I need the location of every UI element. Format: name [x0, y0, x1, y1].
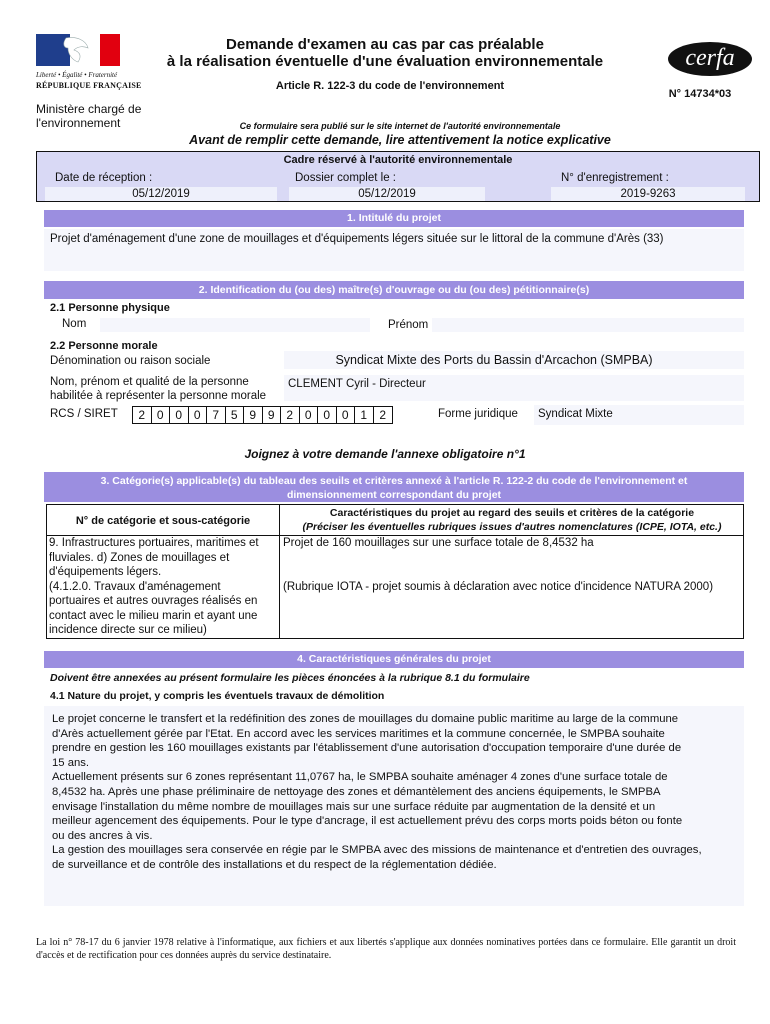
- form-title: [155, 36, 615, 70]
- representative-label-line-2: habilitée à représenter la personne morale: [50, 390, 267, 402]
- category-table: [46, 504, 744, 639]
- siret-digit: 2: [133, 407, 152, 423]
- notice-warning: Avant de remplir cette demande, lire attentivement la notice explicative: [189, 133, 611, 147]
- legal-form-label: Forme juridique: [438, 408, 518, 420]
- reserved-authority-frame: [36, 151, 760, 202]
- table-cell-category[interactable]: [49, 536, 279, 638]
- siret-digit: 7: [207, 407, 226, 423]
- table-header-characteristics: [281, 506, 743, 534]
- siret-digit: 0: [152, 407, 171, 423]
- rcs-siret-label: RCS / SIRET: [50, 408, 118, 420]
- article-reference: Article R. 122-3 du code de l'environnement: [275, 80, 505, 92]
- siret-digit: 0: [337, 407, 356, 423]
- cerfa-number: N° 14734*03: [668, 88, 732, 100]
- project-title-text: Projet d'aménagement d'une zone de mouillages et d'équipements légers située sur le littoral de la commune d'Arès (33): [50, 233, 664, 245]
- reception-date-label: Date de réception :: [55, 172, 153, 184]
- category-line: (4.1.2.0. Travaux d'aménagement: [49, 580, 221, 593]
- representative-value: CLEMENT Cyril - Directeur: [288, 378, 426, 390]
- section-4-annex-note: Doivent être annexées au présent formulaire les pièces énoncées à la rubrique 8.1 du formulaire: [50, 672, 530, 684]
- description-line: ou des ancres à vis.: [52, 829, 153, 842]
- representative-field[interactable]: [284, 375, 744, 401]
- title-line-2: à la réalisation éventuelle d'une évaluation environnementale: [166, 53, 604, 70]
- prenom-field[interactable]: [432, 318, 744, 332]
- registration-field[interactable]: 2019-9263: [551, 187, 745, 201]
- siret-digit: 9: [244, 407, 263, 423]
- registration-label: N° d'enregistrement :: [561, 172, 669, 184]
- siret-digit: 0: [300, 407, 319, 423]
- moral-person-heading: 2.2 Personne morale: [50, 340, 158, 352]
- siret-digit: 1: [355, 407, 374, 423]
- denomination-field[interactable]: [284, 351, 744, 369]
- representative-label-line-1: Nom, prénom et qualité de la personne: [50, 376, 249, 388]
- publish-note: Ce formulaire sera publié sur le site internet de l'autorité environnementale: [239, 121, 561, 131]
- republic-name: RÉPUBLIQUE FRANÇAISE: [36, 81, 142, 90]
- republique-logo: [36, 34, 152, 90]
- nature-heading: 4.1 Nature du projet, y compris les éventuels travaux de démolition: [50, 690, 385, 702]
- siret-digit: 5: [226, 407, 245, 423]
- siret-digit: 0: [170, 407, 189, 423]
- category-line: contact avec le milieu marin et ayant une: [49, 609, 258, 622]
- description-line: La gestion des mouillages sera conservée en régie par le SMPBA avec des missions de maintenance et d'entretien des ouvrages,: [52, 844, 702, 857]
- representative-label: [50, 375, 266, 403]
- complete-date-label: Dossier complet le :: [295, 172, 396, 184]
- characteristics-header-line-1: Caractéristiques du projet au regard des seuils et critères de la catégorie: [329, 507, 695, 519]
- section-4-header: 4. Caractéristiques générales du projet: [44, 651, 744, 668]
- characteristics-line-1: Projet de 160 mouillages sur une surface totale de 8,4532 ha: [283, 537, 594, 549]
- section-3-title-line-2: dimensionnement correspondant du projet: [286, 489, 502, 501]
- table-cell-characteristics[interactable]: [283, 536, 741, 636]
- title-line-1: Demande d'examen au cas par cas préalable: [226, 36, 544, 53]
- nom-field[interactable]: [100, 318, 370, 332]
- ministry-label: Ministère chargé de l'environnement: [36, 102, 142, 130]
- category-line: 9. Infrastructures portuaires, maritimes et: [49, 537, 259, 549]
- section-1-header: 1. Intitulé du projet: [44, 210, 744, 227]
- description-line: 15 ans.: [52, 756, 90, 769]
- project-description-field[interactable]: [44, 706, 744, 906]
- nom-label: Nom: [62, 318, 87, 330]
- prenom-label: Prénom: [388, 319, 429, 331]
- description-line: Actuellement présents sur 6 zones représentant 11,0767 ha, le SMPBA souhaite aménager 4 zones d'une surface totale de: [52, 771, 668, 784]
- reception-date-field[interactable]: 05/12/2019: [45, 187, 277, 201]
- annex-note: Joignez à votre demande l'annexe obligatoire n°1: [244, 447, 526, 461]
- physical-person-heading: 2.1 Personne physique: [50, 302, 170, 314]
- section-2-header: 2. Identification du (ou des) maître(s) d'ouvrage ou du (ou des) pétitionnaire(s): [44, 281, 744, 299]
- complete-date-field[interactable]: 05/12/2019: [289, 187, 485, 201]
- siret-field[interactable]: [132, 406, 393, 424]
- description-line: prendre en gestion les 160 mouillages existants par l'établissement d'une autorisation d'occupation temporaire d'une durée de: [52, 742, 682, 755]
- legal-form-field[interactable]: [534, 405, 744, 425]
- legal-form-value: Syndicat Mixte: [538, 408, 613, 420]
- siret-digit: 2: [281, 407, 300, 423]
- category-line: fluviales. d) Zones de mouillages et: [49, 551, 230, 564]
- reserved-title: Cadre réservé à l'autorité environnementale: [283, 154, 513, 166]
- siret-digit: 2: [379, 408, 387, 422]
- denomination-label: Dénomination ou raison sociale: [50, 355, 211, 367]
- marianne-flag-icon: [36, 34, 120, 66]
- project-title-field[interactable]: [44, 229, 744, 271]
- description-line: 8,4532 ha. Après une phase préliminaire de nettoyage des zones et démantèlement des anciens équipements, le SMPBA: [52, 785, 661, 798]
- table-header-category: N° de catégorie et sous-catégorie: [75, 515, 251, 527]
- category-line: incidence directe sur ce milieu): [49, 624, 207, 636]
- description-line: d'Arès actuellement gérée par l'Etat. En accord avec les services maritimes et la commune concernée, le SMPBA souhaite: [52, 727, 665, 740]
- footer-legal-note: La loi n° 78-17 du 6 janvier 1978 relative à l'informatique, aux fichiers et aux libertés s'applique aux données nominatives portées dans ce formulaire. Elle garantit un droit d'accès et de rectification pour ces données auprès du service destinataire.: [36, 937, 736, 961]
- siret-digit: 9: [263, 407, 282, 423]
- description-line: meilleur agencement des équipements. Pour le type d'ancrage, il est actuellement prévu des corps morts poids béton ou fonte: [52, 815, 683, 828]
- description-line: Le projet concerne le transfert et la redéfinition des zones de mouillages du domaine public maritime au large de la commune: [52, 713, 679, 725]
- characteristics-line-2: (Rubrique IOTA - projet soumis à déclaration avec notice d'incidence NATURA 2000): [283, 580, 714, 593]
- denomination-value: Syndicat Mixte des Ports du Bassin d'Arcachon (SMPBA): [335, 353, 653, 367]
- category-line: d'équipements légers.: [49, 566, 162, 578]
- characteristics-header-line-2: (Préciser les éventuelles rubriques issues d'autres nomenclatures (ICPE, IOTA, etc.): [302, 521, 722, 533]
- description-line: envisage l'installation du même nombre de mouillages mais sur une surface réduite par augmentation de la densité et un: [52, 800, 656, 813]
- cerfa-logo: cerfa: [668, 42, 752, 76]
- section-3-header: [44, 472, 744, 502]
- description-line: de surveillance et de contrôle des installations et du respect de la réglementation dédiée.: [52, 858, 497, 871]
- category-line: portuaires et autres ouvrages réalisés en: [49, 595, 258, 607]
- republic-motto: Liberté • Égalité • Fraternité: [36, 71, 118, 79]
- siret-digit: 0: [318, 407, 337, 423]
- section-3-title-line-1: 3. Catégorie(s) applicable(s) du tableau des seuils et critères annexé à l'article R. 122-2 du code de l'environnement et: [100, 475, 688, 487]
- siret-digit: 0: [189, 407, 208, 423]
